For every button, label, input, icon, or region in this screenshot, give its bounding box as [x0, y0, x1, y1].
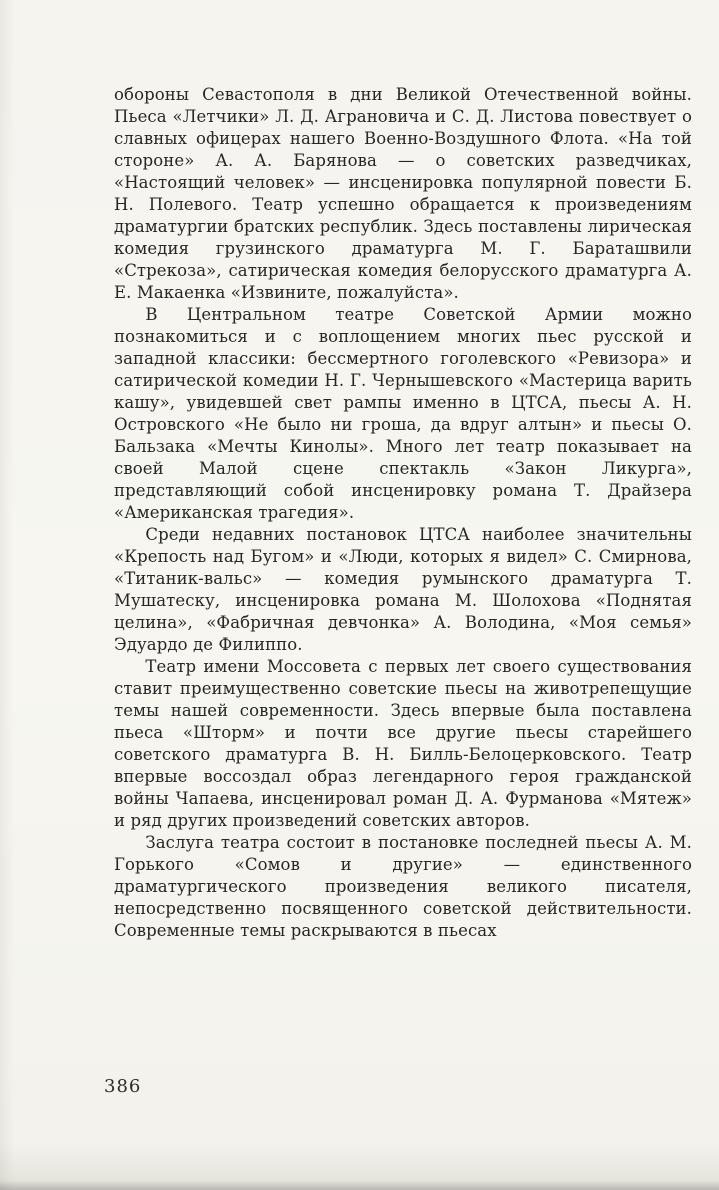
page-bottom-shade: [0, 1180, 719, 1190]
paragraph: В Центральном театре Советской Армии можно познакомиться и с воплощением многих пьес русской и западной классики: бессмертного гоголевского «Ревизора» и сатирической комедии Н. Г. Чернышевского «Мастерица варить кашу», увидевшей свет рампы именно в ЦТСА, пьесы А. Н. Островского «Не было ни гроша, да вдруг алтын» и пьесы О. Бальзака «Мечты Кинолы». Много лет театр показывает на своей Малой сцене спектакль «Закон Ликурга», представляющий собой инсценировку романа Т. Драйзера «Американская трагедия».: [114, 305, 692, 522]
text-block: [114, 84, 692, 942]
paragraph: Среди недавних постановок ЦТСА наиболее значительны «Крепость над Бугом» и «Люди, которых я видел» С. Смирнова, «Титаник-вальс» — комедия румынского драматурга Т. Мушатеску, инсценировка романа М. Шолохова «Поднятая целина», «Фабричная девчонка» А. Володина, «Моя семья» Эдуардо де Филиппо.: [114, 525, 692, 654]
paragraph: Заслуга театра состоит в постановке последней пьесы А. М. Горького «Сомов и другие» — единственного драматургического произведения великого писателя, непосредственно посвященного советской действительности. Современные темы раскрываются в пьесах: [114, 833, 692, 940]
page-number: 386: [104, 1076, 142, 1097]
page-gutter-shade: [0, 0, 14, 1190]
paragraph: обороны Севастополя в дни Великой Отечественной войны. Пьеса «Летчики» Л. Д. Аграновича и С. Д. Листова повествует о славных офицерах нашего Военно-Воздушного Флота. «На той стороне» А. А. Барянова — о советских разведчиках, «Настоящий человек» — инсценировка популярной повести Б. Н. Полевого. Театр успешно обращается к произведениям драматургии братских республик. Здесь поставлены лирическая комедия грузинского драматурга М. Г. Бараташвили «Стрекоза», сатирическая комедия белорусского драматурга А. Е. Макаенка «Извините, пожалуйста».: [114, 85, 692, 302]
paragraph: Театр имени Моссовета с первых лет своего существования ставит преимущественно советские пьесы на животрепещущие темы нашей современности. Здесь впервые была поставлена пьеса «Шторм» и почти все другие пьесы старейшего советского драматурга В. Н. Билль-Белоцерковского. Театр впервые воссоздал образ легендарного героя гражданской войны Чапаева, инсценировал роман Д. А. Фурманова «Мятеж» и ряд других произведений советских авторов.: [114, 657, 692, 830]
